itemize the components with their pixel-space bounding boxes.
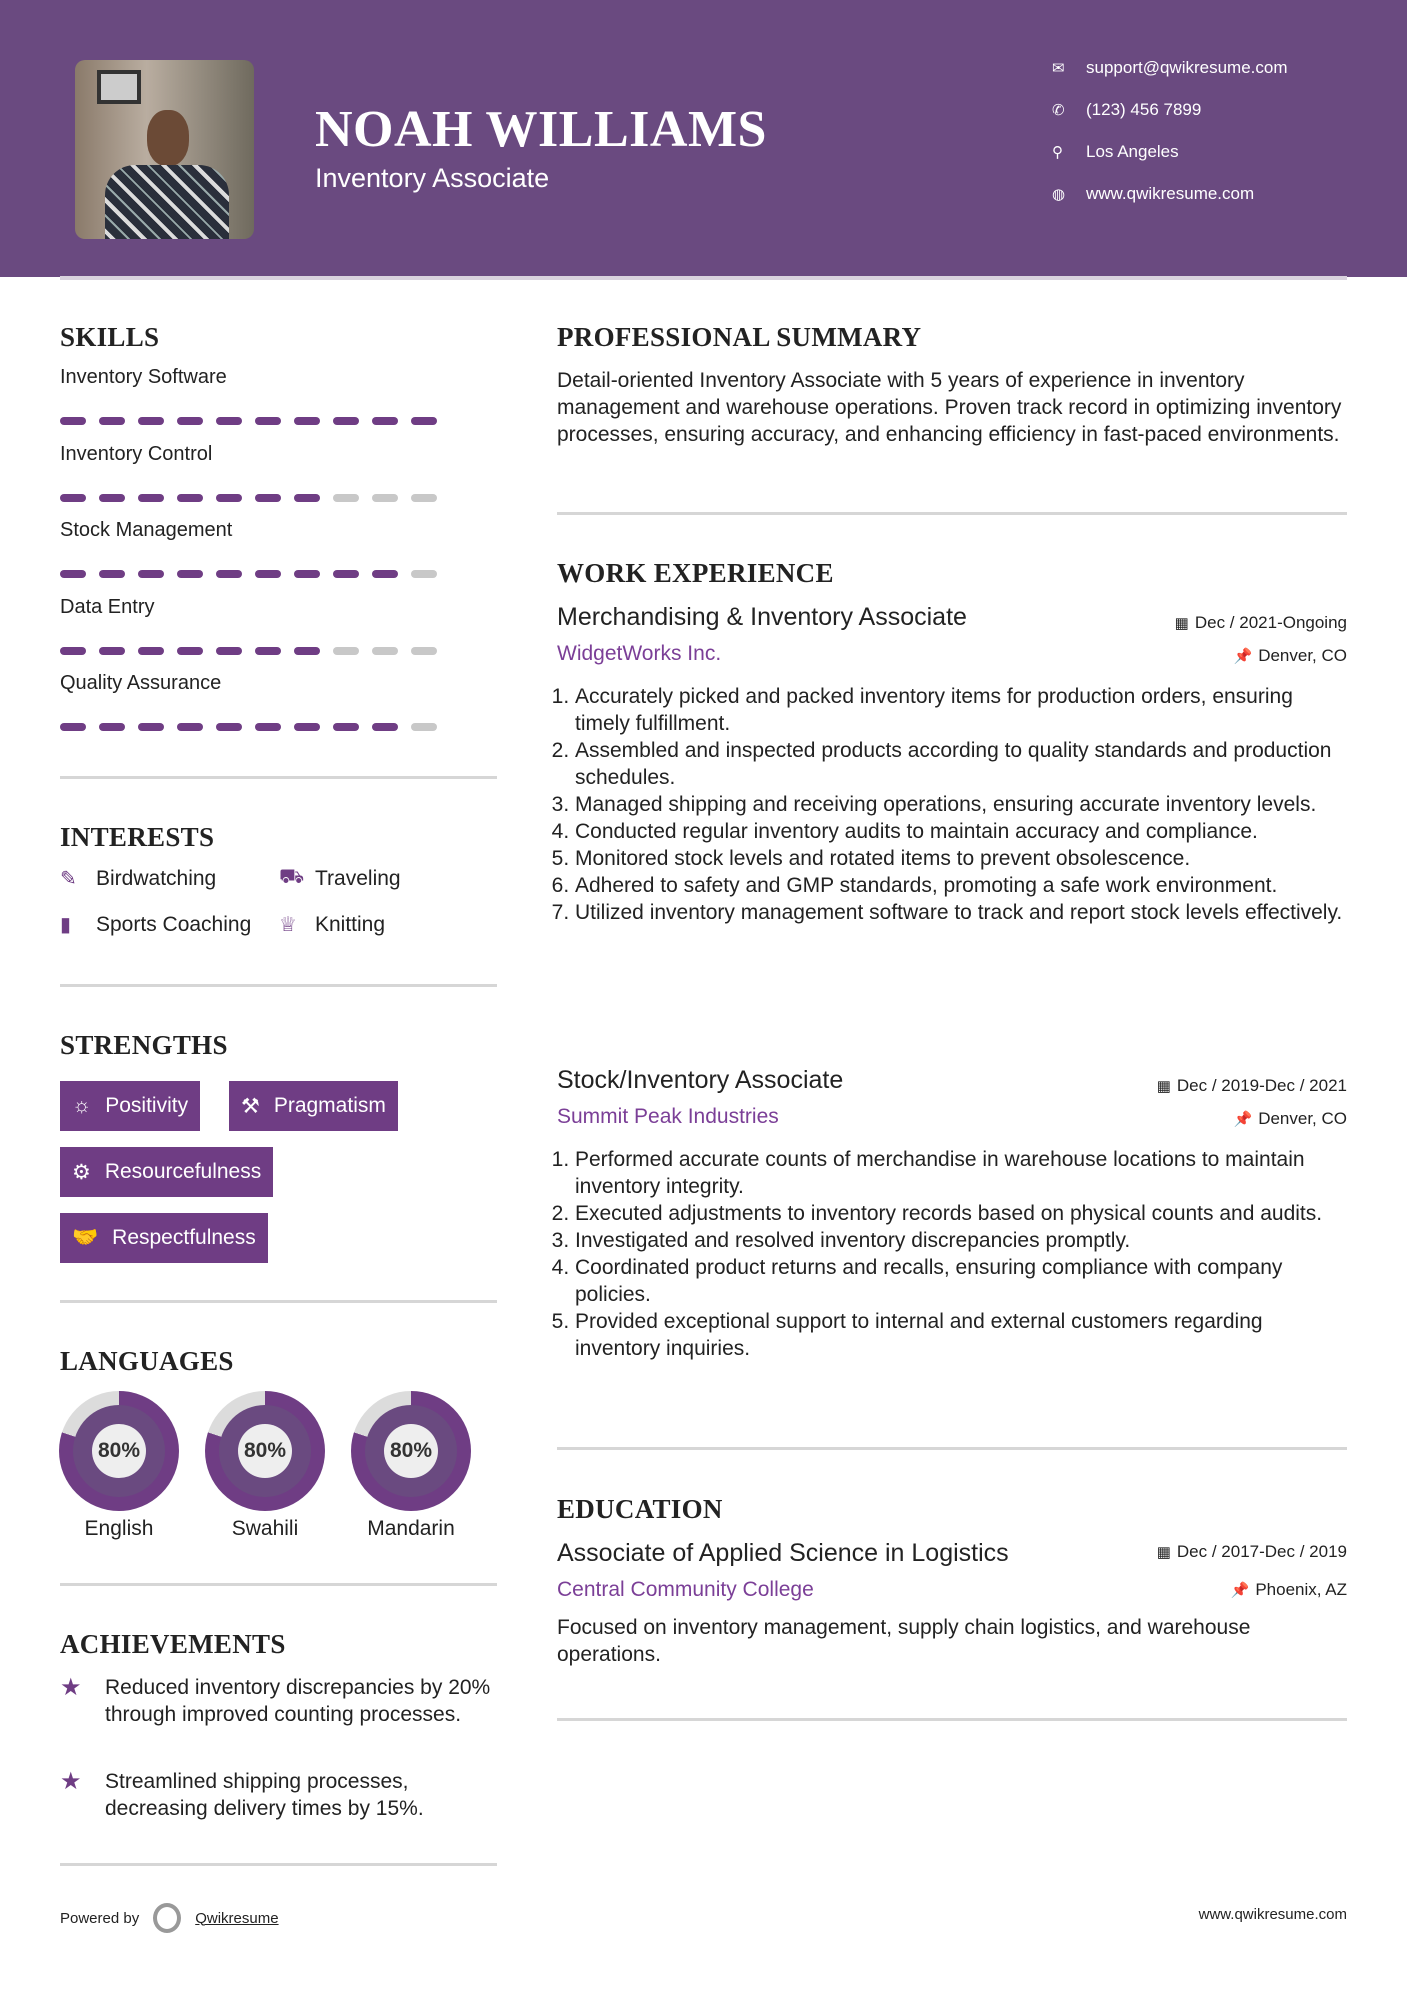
candidate-name: NOAH WILLIAMS (315, 101, 767, 158)
envelope-icon: ✉ (1052, 60, 1065, 77)
skill-level-dot (216, 570, 242, 578)
job-responsibilities (557, 1146, 1347, 1362)
skill-level-dot (216, 417, 242, 425)
skill-level-dot (99, 570, 125, 578)
interest-item: ♕ Knitting (279, 912, 386, 936)
responsibility-item: 1. Accurately picked and packed inventory items for production orders, ensuring timely fulfillment. (575, 683, 1347, 737)
contact-location: ⚲ Los Angeles (1052, 142, 1179, 161)
job-title: Stock/Inventory Associate (557, 1066, 844, 1094)
divider (60, 1300, 497, 1303)
skill-level-bar (60, 647, 437, 655)
responsibility-item: 6. Adhered to safety and GMP standards, promoting a safe work environment. (575, 872, 1347, 899)
edit-icon: ✎ (60, 868, 77, 890)
contact-website[interactable]: ◍ www.qwikresume.com (1052, 184, 1255, 203)
skill-name: Inventory Software (60, 366, 227, 388)
pushpin-icon: 📌 (1233, 648, 1253, 665)
responsibility-item: 3. Managed shipping and receiving operations, ensuring accurate inventory levels. (575, 791, 1347, 818)
briefcase-icon: ▮ (60, 914, 72, 936)
skill-level-dot (294, 723, 320, 731)
education-date: ▦ Dec / 2017-Dec / 2019 (1156, 1542, 1347, 1561)
divider (60, 776, 497, 779)
gavel-icon: ⚒ (241, 1094, 260, 1118)
skill-level-dot (138, 723, 164, 731)
company-name: WidgetWorks Inc. (557, 642, 722, 665)
skill-level-dot (333, 570, 359, 578)
skill-level-dot (411, 570, 437, 578)
company-name: Summit Peak Industries (557, 1105, 779, 1128)
language-item (59, 1391, 179, 1541)
education-heading: EDUCATION (557, 1494, 723, 1524)
skill-level-dot (255, 494, 281, 502)
binoculars-icon: ⛟ (279, 866, 305, 888)
achievement-item: ★ Reduced inventory discrepancies by 20% through improved counting processes. (60, 1674, 491, 1726)
calendar-icon: ▦ (1156, 1078, 1171, 1095)
responsibility-item: 5. Monitored stock levels and rotated items to prevent obsolescence. (575, 845, 1347, 872)
job-responsibilities (557, 683, 1347, 926)
responsibility-item: 7. Utilized inventory management software to track and report stock levels effectively. (575, 899, 1347, 926)
skill-level-dot (372, 647, 398, 655)
skill-level-dot (177, 723, 203, 731)
skill-level-dot (99, 494, 125, 502)
skill-level-dot (99, 723, 125, 731)
skill-level-dot (333, 494, 359, 502)
skill-level-dot (333, 647, 359, 655)
star-icon: ★ (60, 1674, 82, 1701)
skill-level-dot (177, 417, 203, 425)
skill-level-dot (138, 494, 164, 502)
strength-badge: ⚙ Resourcefulness (60, 1147, 273, 1197)
skill-level-dot (294, 570, 320, 578)
skill-level-dot (294, 494, 320, 502)
skill-level-dot (216, 723, 242, 731)
language-percent: 80% (92, 1424, 146, 1478)
skill-level-dot (138, 570, 164, 578)
footer-url[interactable]: www.qwikresume.com (1198, 1906, 1347, 1923)
resume-header (0, 0, 1407, 277)
school-name: Central Community College (557, 1578, 814, 1601)
skill-level-dot (255, 570, 281, 578)
interest-item: ⛟ Traveling (279, 866, 401, 890)
skill-name: Data Entry (60, 595, 155, 618)
skill-level-dot (294, 647, 320, 655)
skill-level-dot (411, 723, 437, 731)
skill-name: Inventory Control (60, 442, 213, 465)
skill-level-dot (411, 494, 437, 502)
job-date: ▦ Dec / 2019-Dec / 2021 (1156, 1076, 1347, 1095)
job-location: 📌 Denver, CO (1233, 646, 1347, 665)
handshake-icon: 🤝 (72, 1226, 99, 1249)
skill-level-dot (99, 647, 125, 655)
trophy-icon: ♕ (279, 914, 297, 936)
skill-level-dot (372, 723, 398, 731)
language-percent: 80% (384, 1424, 438, 1478)
skill-level-bar (60, 417, 437, 425)
responsibility-item: 1. Performed accurate counts of merchandise in warehouse locations to maintain inventory integrity. (575, 1146, 1347, 1200)
summary-text: Detail-oriented Inventory Associate with 5 years of experience in inventory management and warehouse operations. Proven track record in optimizing inventory processes, ensuring accuracy, and enhancing efficiency in fast-paced environments. (557, 369, 1342, 446)
skill-level-dot (255, 723, 281, 731)
skill-level-dot (177, 570, 203, 578)
skill-level-dot (60, 570, 86, 578)
skill-level-bar (60, 494, 437, 502)
degree-title: Associate of Applied Science in Logistics (557, 1539, 1009, 1567)
divider (60, 1583, 497, 1586)
footer-powered: Powered by Qwikresume (60, 1903, 279, 1933)
achievement-item: ★ Streamlined shipping processes, decreasing delivery times by 15%. (60, 1768, 424, 1820)
skill-level-dot (177, 647, 203, 655)
language-percent: 80% (238, 1424, 292, 1478)
strengths-heading: STRENGTHS (60, 1030, 228, 1060)
divider (557, 512, 1347, 515)
language-donut (59, 1391, 179, 1511)
responsibility-item: 4. Conducted regular inventory audits to maintain accuracy and compliance. (575, 818, 1347, 845)
header-divider (60, 276, 1347, 280)
globe-icon: ◍ (1052, 186, 1066, 203)
sun-icon: ☼ (72, 1094, 92, 1117)
qwikresume-link[interactable]: Qwikresume (195, 1909, 279, 1927)
achievements-heading: ACHIEVEMENTS (60, 1629, 286, 1659)
language-name: English (84, 1517, 154, 1540)
skill-level-dot (255, 417, 281, 425)
skill-level-dot (255, 647, 281, 655)
skill-level-dot (411, 417, 437, 425)
skill-level-dot (60, 647, 86, 655)
pushpin-icon: 📌 (1233, 1111, 1253, 1128)
responsibility-item: 4. Coordinated product returns and recalls, ensuring compliance with company policies. (575, 1254, 1347, 1308)
language-name: Mandarin (367, 1517, 455, 1540)
responsibility-item: 5. Provided exceptional support to internal and external customers regarding inventory inquiries. (575, 1308, 1347, 1362)
education-location: 📌 Phoenix, AZ (1230, 1580, 1347, 1599)
calendar-icon: ▦ (1156, 1544, 1171, 1561)
skill-level-dot (372, 570, 398, 578)
strength-badge: ⚒ Pragmatism (229, 1081, 398, 1131)
skills-heading: SKILLS (60, 322, 160, 352)
contact-email[interactable]: ✉ support@qwikresume.com (1052, 58, 1288, 77)
map-pin-icon: ⚲ (1052, 144, 1063, 161)
skill-level-dot (294, 417, 320, 425)
summary-heading: PROFESSIONAL SUMMARY (557, 322, 922, 352)
contact-phone: ✆ (123) 456 7899 (1052, 100, 1202, 119)
skill-level-dot (333, 723, 359, 731)
phone-icon: ✆ (1052, 102, 1065, 119)
strength-badge: ☼ Positivity (60, 1081, 200, 1131)
language-item (351, 1391, 471, 1541)
job-title: Merchandising & Inventory Associate (557, 603, 967, 631)
experience-heading: WORK EXPERIENCE (557, 558, 834, 588)
language-donut (205, 1391, 325, 1511)
divider (557, 1447, 1347, 1450)
skill-level-bar (60, 723, 437, 731)
pushpin-icon: 📌 (1230, 1582, 1250, 1599)
strength-badge: 🤝 Respectfulness (60, 1213, 268, 1263)
skill-level-dot (60, 723, 86, 731)
languages-heading: LANGUAGES (60, 1346, 234, 1376)
responsibility-item: 3. Investigated and resolved inventory discrepancies promptly. (575, 1227, 1347, 1254)
interest-item: ✎ Birdwatching (60, 866, 217, 890)
skill-level-dot (333, 417, 359, 425)
candidate-title: Inventory Associate (315, 163, 550, 193)
skill-level-dot (60, 417, 86, 425)
gears-icon: ⚙ (72, 1160, 91, 1184)
qwikresume-logo-icon (153, 1903, 181, 1933)
skill-level-dot (138, 647, 164, 655)
language-donut (351, 1391, 471, 1511)
star-icon: ★ (60, 1768, 82, 1795)
interests-heading: INTERESTS (60, 822, 215, 852)
interest-item: ▮ Sports Coaching (60, 912, 252, 936)
calendar-icon: ▦ (1174, 615, 1189, 632)
skill-level-dot (372, 417, 398, 425)
responsibility-item: 2. Assembled and inspected products according to quality standards and production schedules. (575, 737, 1347, 791)
skill-level-dot (177, 494, 203, 502)
responsibility-item: 2. Executed adjustments to inventory records based on physical counts and audits. (575, 1200, 1347, 1227)
skill-level-dot (216, 494, 242, 502)
skill-level-dot (138, 417, 164, 425)
skill-name: Stock Management (60, 519, 233, 541)
divider (557, 1718, 1347, 1721)
language-item (205, 1391, 325, 1541)
skill-level-dot (60, 494, 86, 502)
skill-level-dot (411, 647, 437, 655)
skill-level-dot (216, 647, 242, 655)
skill-level-dot (99, 417, 125, 425)
divider (60, 984, 497, 987)
skill-name: Quality Assurance (60, 672, 222, 694)
divider (60, 1863, 497, 1866)
profile-photo (75, 60, 254, 239)
skill-level-bar (60, 570, 437, 578)
language-name: Swahili (231, 1517, 299, 1540)
job-date: ▦ Dec / 2021-Ongoing (1174, 613, 1347, 632)
skill-level-dot (372, 494, 398, 502)
education-description: Focused on inventory management, supply chain logistics, and warehouse operations. (557, 1616, 1251, 1666)
job-location: 📌 Denver, CO (1233, 1109, 1347, 1128)
